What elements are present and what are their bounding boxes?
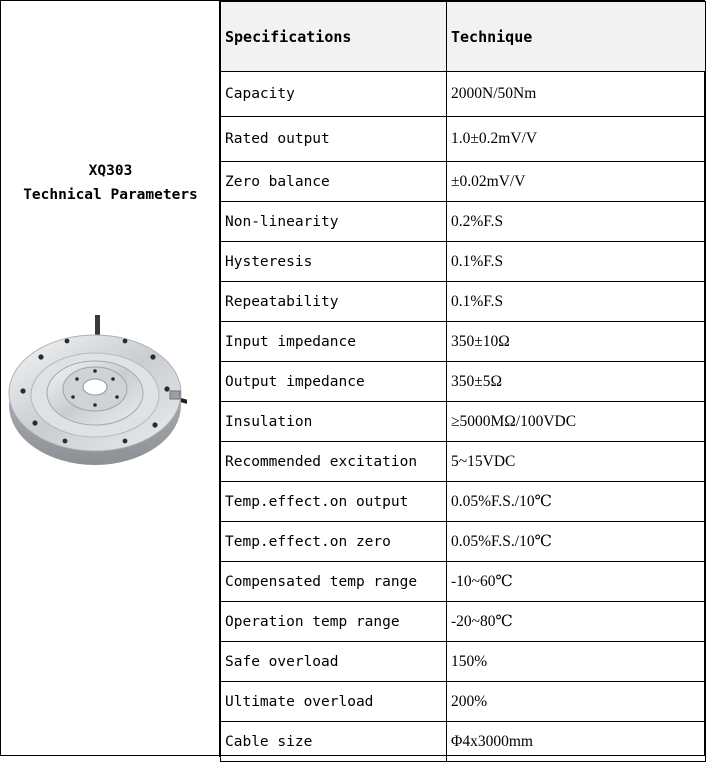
title-subtitle: Technical Parameters	[23, 187, 198, 203]
table-row	[221, 117, 706, 162]
load-cell-sensor-icon	[7, 305, 187, 475]
spec-value: 0.05%F.S./10℃	[447, 522, 706, 562]
spec-name: Repeatability	[221, 282, 447, 322]
table-row	[221, 202, 706, 242]
spec-value: -10~60℃	[447, 562, 706, 602]
table-header-row	[221, 2, 706, 72]
table-row	[221, 162, 706, 202]
spec-value: 350±5Ω	[447, 362, 706, 402]
table-row	[221, 722, 706, 762]
table-row	[221, 362, 706, 402]
spec-value: 0.05%F.S./10℃	[447, 482, 706, 522]
spec-value: 0.1%F.S	[447, 242, 706, 282]
spec-value: 5~15VDC	[447, 442, 706, 482]
spec-name: Non-linearity	[221, 202, 447, 242]
table-row	[221, 402, 706, 442]
spec-name: Capacity	[221, 72, 447, 117]
table-row	[221, 72, 706, 117]
spec-value: 200%	[447, 682, 706, 722]
table-row	[221, 562, 706, 602]
spec-value: 350±10Ω	[447, 322, 706, 362]
spec-name: Hysteresis	[221, 242, 447, 282]
model-number: XQ303	[88, 163, 133, 179]
spec-name: Rated output	[221, 117, 447, 162]
table-row	[221, 602, 706, 642]
table-row	[221, 282, 706, 322]
spec-value: ≥5000MΩ/100VDC	[447, 402, 706, 442]
spec-name: Temp.effect.on zero	[221, 522, 447, 562]
table-row	[221, 442, 706, 482]
header-technique: Technique	[447, 2, 706, 72]
spec-name: Temp.effect.on output	[221, 482, 447, 522]
spec-value: 0.2%F.S	[447, 202, 706, 242]
spec-value: 150%	[447, 642, 706, 682]
spec-name: Ultimate overload	[221, 682, 447, 722]
table-row	[221, 242, 706, 282]
spec-name: Compensated temp range	[221, 562, 447, 602]
spec-value: 2000N/50Nm	[447, 72, 706, 117]
spec-table	[220, 1, 706, 762]
spec-value: -20~80℃	[447, 602, 706, 642]
header-specifications: Specifications	[221, 2, 447, 72]
table-row	[221, 682, 706, 722]
spec-value: 0.1%F.S	[447, 282, 706, 322]
spec-name: Zero balance	[221, 162, 447, 202]
product-title	[1, 159, 220, 207]
spec-name: Cable size	[221, 722, 447, 762]
spec-name: Output impedance	[221, 362, 447, 402]
spec-name: Recommended excitation	[221, 442, 447, 482]
spec-name: Input impedance	[221, 322, 447, 362]
table-row	[221, 482, 706, 522]
spec-name: Operation temp range	[221, 602, 447, 642]
spec-value: 1.0±0.2mV/V	[447, 117, 706, 162]
table-row	[221, 642, 706, 682]
table-row	[221, 522, 706, 562]
spec-name: Insulation	[221, 402, 447, 442]
product-panel	[1, 1, 220, 757]
spec-value: Φ4x3000mm	[447, 722, 706, 762]
spec-value: ±0.02mV/V	[447, 162, 706, 202]
table-row	[221, 322, 706, 362]
spec-name: Safe overload	[221, 642, 447, 682]
